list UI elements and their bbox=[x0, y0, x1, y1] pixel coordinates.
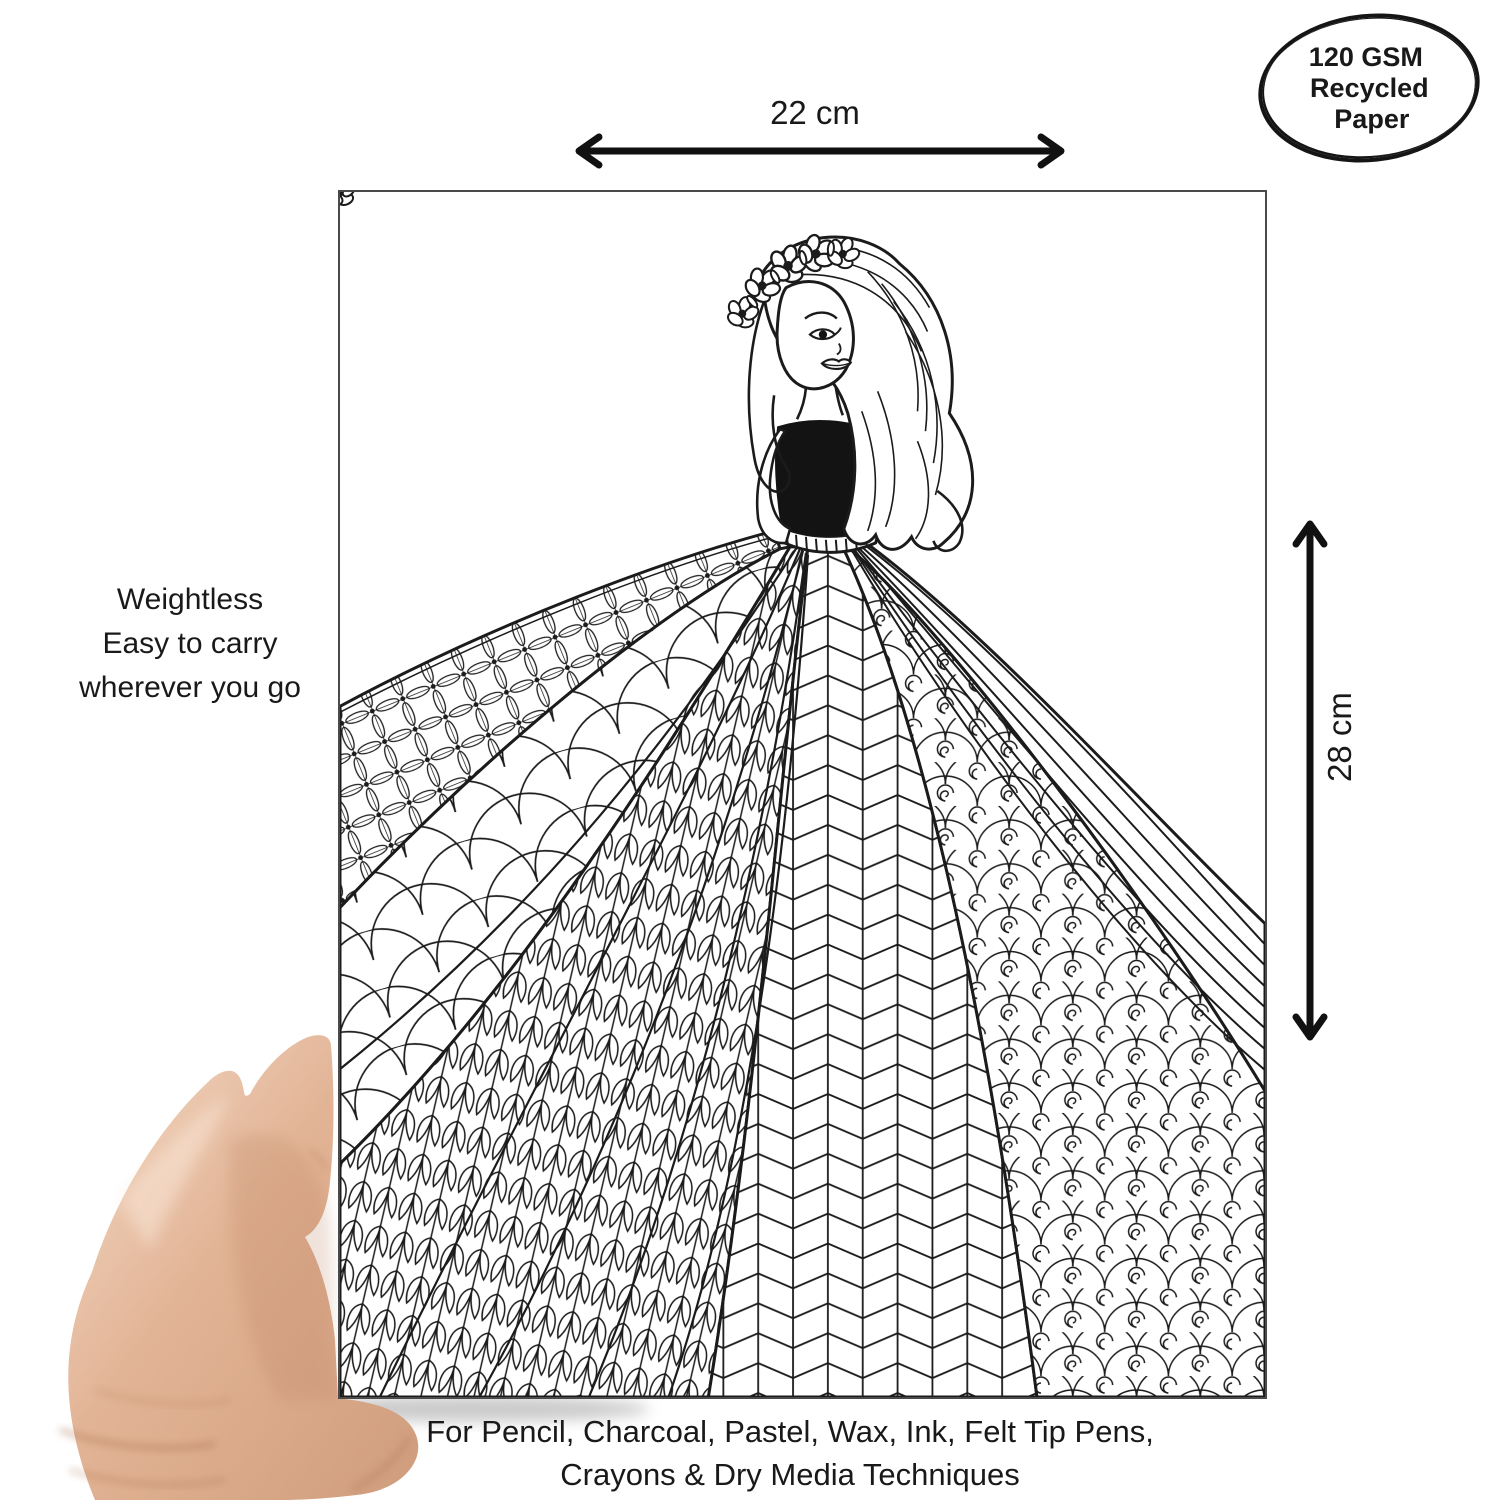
paper-spec-badge bbox=[1251, 3, 1487, 173]
height-dimension-label: 28 cm bbox=[1321, 692, 1358, 782]
feature-note-line-2: Easy to carry bbox=[102, 627, 278, 660]
badge-line-3: Paper bbox=[1334, 103, 1410, 134]
media-note-line-1: For Pencil, Charcoal, Pastel, Wax, Ink, Felt Tip Pens, bbox=[426, 1414, 1154, 1449]
gown-line-art bbox=[340, 192, 1265, 1397]
feature-note-line-3: wherever you go bbox=[79, 671, 301, 704]
badge-line-1: 120 GSM bbox=[1308, 41, 1423, 72]
width-arrow bbox=[565, 131, 1075, 171]
pupil bbox=[819, 330, 827, 338]
media-note-line-2: Crayons & Dry Media Techniques bbox=[560, 1457, 1020, 1492]
feature-note bbox=[25, 578, 355, 710]
width-dimension-label: 22 cm bbox=[770, 94, 860, 131]
feature-note-line-1: Weightless bbox=[116, 583, 264, 616]
sketch-pad bbox=[338, 190, 1267, 1399]
media-note bbox=[340, 1410, 1240, 1496]
badge-line-2: Recycled bbox=[1309, 72, 1429, 103]
face bbox=[777, 282, 853, 389]
